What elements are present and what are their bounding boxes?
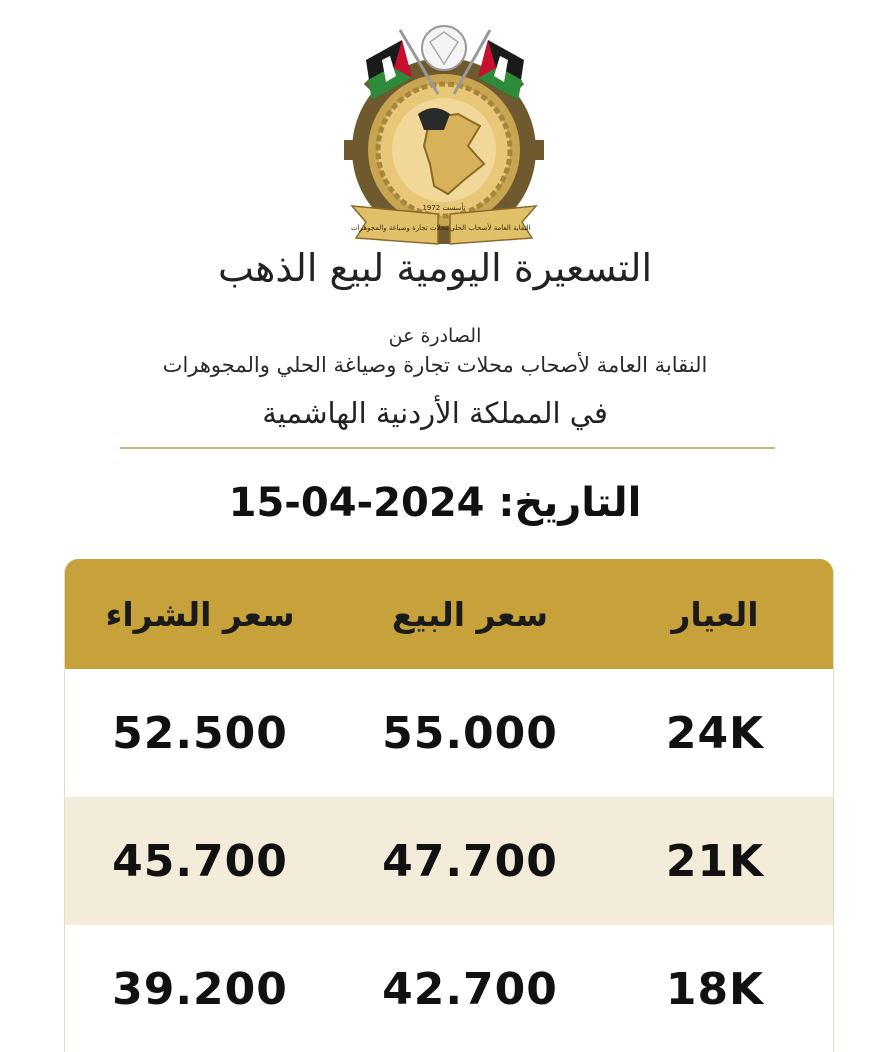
- header-karat: العيار: [671, 594, 759, 634]
- table-row: [65, 797, 833, 925]
- date-line: [0, 480, 870, 526]
- buy-price: 52.500: [112, 707, 288, 759]
- date-value: 15-04-2024: [228, 480, 485, 526]
- founded-text: تأسست 1972: [422, 204, 466, 212]
- table-row: [65, 669, 833, 797]
- crucible-icon: [418, 108, 450, 130]
- union-logo: [338, 18, 550, 250]
- issued-by: الصادرة عن: [388, 325, 482, 347]
- union-name: النقابة العامة لأصحاب محلات تجارة وصياغة الحلي والمجوهرات: [162, 353, 708, 377]
- karat-value: 18K: [665, 963, 765, 1015]
- table-header: [65, 559, 833, 669]
- sell-price: 55.000: [382, 707, 558, 759]
- sell-price: 42.700: [382, 963, 558, 1015]
- price-table: [64, 559, 834, 1052]
- header-buy-price: سعر الشراء: [105, 594, 295, 634]
- buy-price: 45.700: [112, 835, 288, 887]
- sell-price: 47.700: [382, 835, 558, 887]
- date-label: التاريخ:: [498, 480, 642, 526]
- ribbon-left-text: محلات تجارة وصياغة والمجوهرات: [350, 224, 450, 232]
- divider: [120, 447, 775, 449]
- page-title: التسعيرة اليومية لبيع الذهب: [217, 246, 652, 290]
- buy-price: 39.200: [112, 963, 288, 1015]
- table-row: [65, 925, 833, 1052]
- kingdom-name: في المملكة الأردنية الهاشمية: [262, 396, 608, 430]
- ribbon-right-text: النقابة العامة لأصحاب الحلي: [449, 224, 531, 232]
- diamond-icon: [422, 26, 466, 70]
- karat-value: 21K: [665, 835, 765, 887]
- karat-value: 24K: [665, 707, 765, 759]
- header-sell-price: سعر البيع: [391, 594, 549, 634]
